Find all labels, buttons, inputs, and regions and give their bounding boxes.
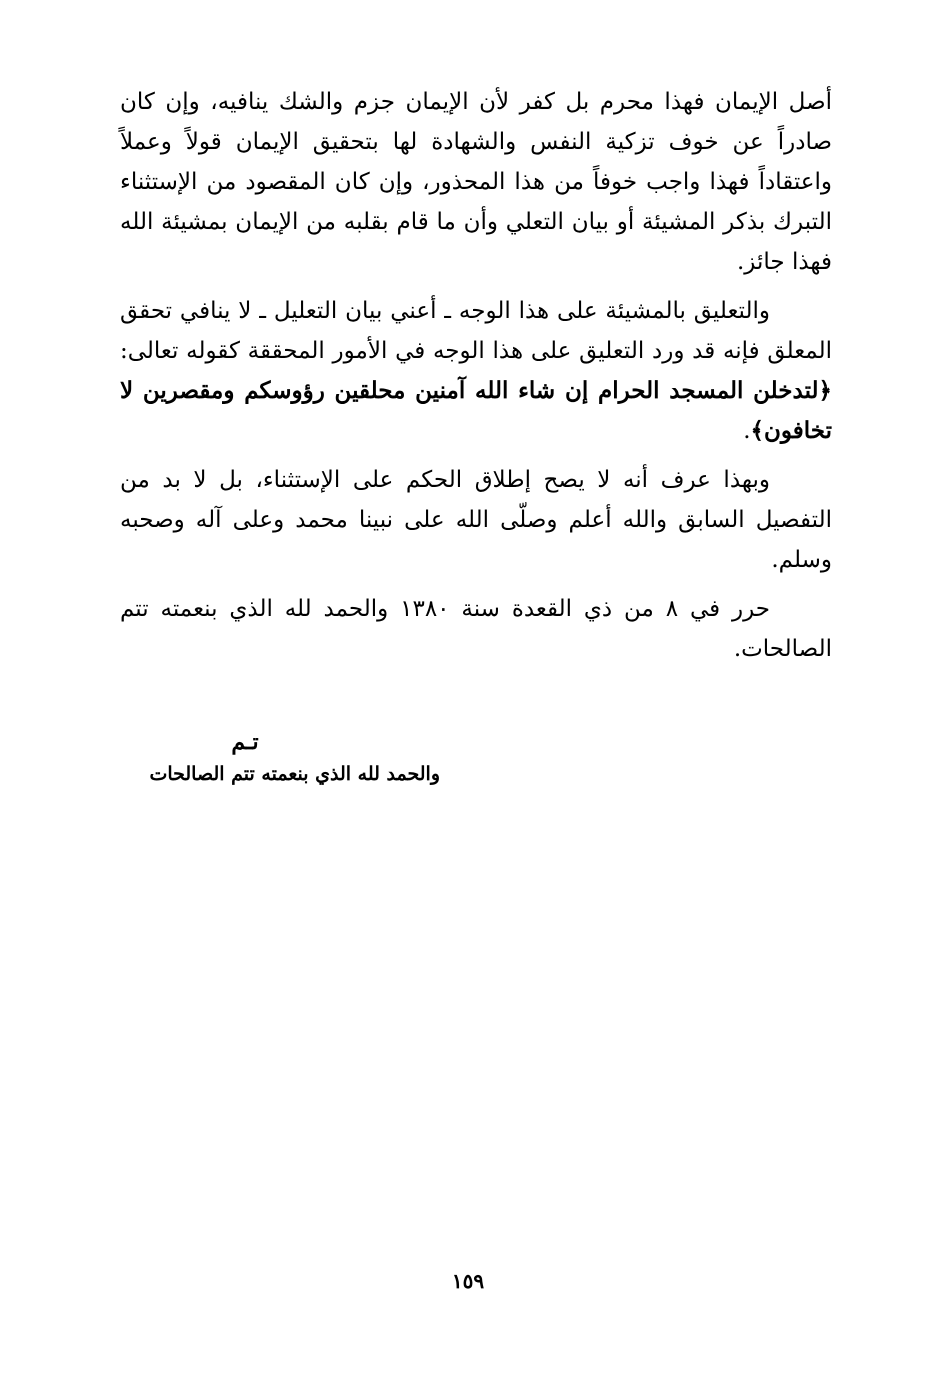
paragraph-2-intro: والتعليق بالمشيئة على هذا الوجه ـ أعني بيان التعليل ـ لا ينافي تحقق المعلق فإنه قد ورد التعليق على هذا الوجه في الأمور المحققة كقوله تعالى: [120, 298, 832, 364]
paragraph-3: وبهذا عرف أنه لا يصح إطلاق الحكم على الإستثناء، بل لا بد من التفصيل السابق والله أعلم وصلّى الله على نبينا محمد وعلى آله وصحبه وسلم. [120, 467, 832, 573]
page-number: ١٥٩ [451, 1269, 485, 1293]
closing-praise-line: والحمد لله الذي بنعمته تتم الصالحات [149, 763, 440, 785]
paragraph-2 [120, 291, 832, 451]
quran-verse: ﴿لتدخلن المسجد الحرام إن شاء الله آمنين محلقين رؤوسكم ومقصرين لا تخافون﴾ [120, 377, 832, 444]
paragraph-1: أصل الإيمان فهذا محرم بل كفر لأن الإيمان جزم والشك ينافيه، وإن كان صادراً عن خوف تزكية النفس والشهادة لها بتحقيق الإيمان قولاً وعملاً واعتقاداً فهذا واجب خوفاً من هذا المحذور، وإن كان المقصود من الإستثناء التبرك بذكر المشيئة أو بيان التعلي وأن ما قام بقلبه من الإيمان بمشيئة الله فهذا جائز. [120, 89, 833, 275]
end-mark-title: تـم [231, 729, 259, 755]
paragraph-2-end: . [743, 418, 751, 444]
paragraph-4-date-note: حرر في ٨ من ذي القعدة سنة ١٣٨٠ والحمد لله الذي بنعمته تتم الصالحات. [120, 596, 832, 662]
main-text-body [120, 82, 832, 678]
